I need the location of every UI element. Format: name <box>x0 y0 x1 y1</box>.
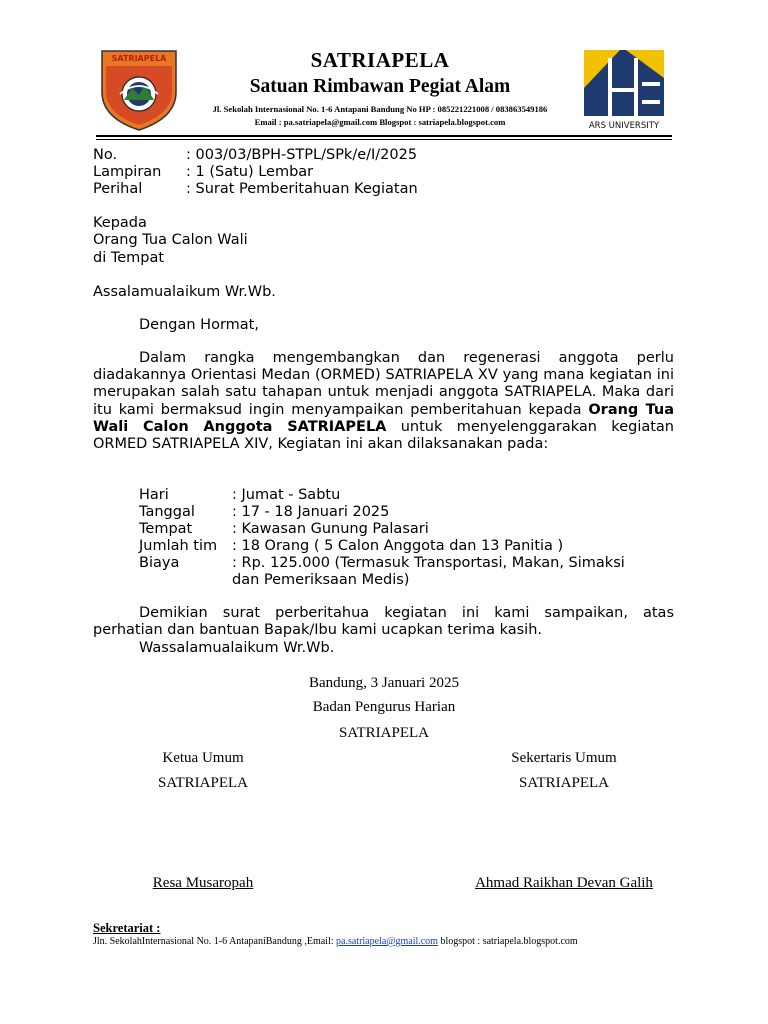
lampiran-value: : 1 (Satu) Lembar <box>186 164 314 180</box>
lampiran-label: Lampiran <box>93 164 162 180</box>
letterhead-subtitle: Satuan Rimbawan Pegiat Alam <box>249 76 511 97</box>
greeting: Assalamualaikum Wr.Wb. <box>93 284 276 300</box>
detail-label-tanggal: Tanggal <box>139 504 195 520</box>
perihal-value: : Surat Pemberitahuan Kegiatan <box>186 181 418 197</box>
p1-bold: Orang Tua Wali Calon Anggota SATRIAPELA <box>93 401 674 435</box>
no-label: No. <box>93 147 118 163</box>
ars-university-logo <box>580 48 666 132</box>
opening: Dengan Hormat, <box>139 317 259 333</box>
left-role: Ketua Umum <box>162 750 244 766</box>
detail-value-biaya-cont: dan Pemeriksaan Medis) <box>232 572 410 588</box>
signature-body: Badan Pengurus Harian <box>312 699 456 715</box>
right-role: Sekertaris Umum <box>511 750 617 766</box>
detail-label-biaya: Biaya <box>139 555 180 571</box>
letterhead-title: SATRIAPELA <box>310 48 450 72</box>
satriapela-logo <box>98 48 180 132</box>
right-org: SATRIAPELA <box>518 775 609 791</box>
detail-value-tempat: : Kawasan Gunung Palasari <box>232 521 429 537</box>
footer-address-text: Jln. SekolahInternasional No. 1-6 AntapaniBandung ,Email: <box>93 936 337 947</box>
body-paragraph-1 <box>93 350 674 453</box>
letterhead-rule-thin <box>96 139 672 140</box>
detail-value-tanggal: : 17 - 18 Januari 2025 <box>232 504 390 520</box>
left-name: Resa Musaropah <box>152 875 254 891</box>
logo-right-text: ARS UNIVERSITY <box>588 121 660 131</box>
signature-org: SATRIAPELA <box>338 725 429 741</box>
p1-text-b: untuk menyelenggarakan kegiatan ORMED SATRIAPELA XIV, Kegiatan ini akan dilaksanakan pada: <box>93 418 674 453</box>
detail-label-jumlah: Jumlah tim <box>139 538 218 554</box>
date-place: Bandung, 3 Januari 2025 <box>309 675 459 691</box>
letterhead-address: Jl. Sekolah Internasional No. 1-6 Antapani Bandung No HP : 085221221008 / 083863549186 <box>212 104 548 114</box>
p1-text-a: Dalam rangka mengembangkan dan regenerasi anggota perlu diadakannya Orientasi Medan (ORMED) SATRIAPELA XV yang mana kegiatan ini merupakan salah satu tahapan untuk menjadi anggota SATRIAPELA. Maka dari itu kami bermaksud ingin menyampaikan pemberitahuan kepada <box>93 350 674 418</box>
detail-value-jumlah: : 18 Orang ( 5 Calon Anggota dan 13 Panitia ) <box>232 538 564 554</box>
footer-email-link[interactable]: pa.satriapela@gmail.com <box>336 936 438 947</box>
detail-label-tempat: Tempat <box>139 521 193 537</box>
letterhead-email: Email : pa.satriapela@gmail.com Blogspot : satriapela.blogspot.com <box>254 117 506 127</box>
detail-value-hari: : Jumat - Sabtu <box>232 487 341 503</box>
no-value: : 003/03/BPH-STPL/SPk/e/I/2025 <box>186 147 418 163</box>
left-org: SATRIAPELA <box>157 775 248 791</box>
letterhead-rule <box>96 135 672 137</box>
perihal-label: Perihal <box>93 181 143 197</box>
footer-address <box>93 936 578 947</box>
closing-paragraph: Demikian surat perberitahua kegiatan ini kami sampaikan, atas perhatian dan bantuan Bapak/Ibu kami ucapkan terima kasih. <box>93 605 674 639</box>
recipient-line3: di Tempat <box>93 250 165 266</box>
recipient-line2: Orang Tua Calon Wali <box>93 232 248 248</box>
logo-left-text: SATRIAPELA <box>111 54 167 63</box>
detail-value-biaya: : Rp. 125.000 (Termasuk Transportasi, Makan, Simaksi <box>232 555 625 571</box>
recipient-line1: Kepada <box>93 215 147 231</box>
detail-label-hari: Hari <box>139 487 169 503</box>
footer-blog-text: blogspot : satriapela.blogspot.com <box>437 936 578 947</box>
salam-penutup: Wassalamualaikum Wr.Wb. <box>139 640 335 656</box>
footer-heading: Sekretariat : <box>93 921 161 935</box>
right-name: Ahmad Raikhan Devan Galih <box>475 875 653 891</box>
